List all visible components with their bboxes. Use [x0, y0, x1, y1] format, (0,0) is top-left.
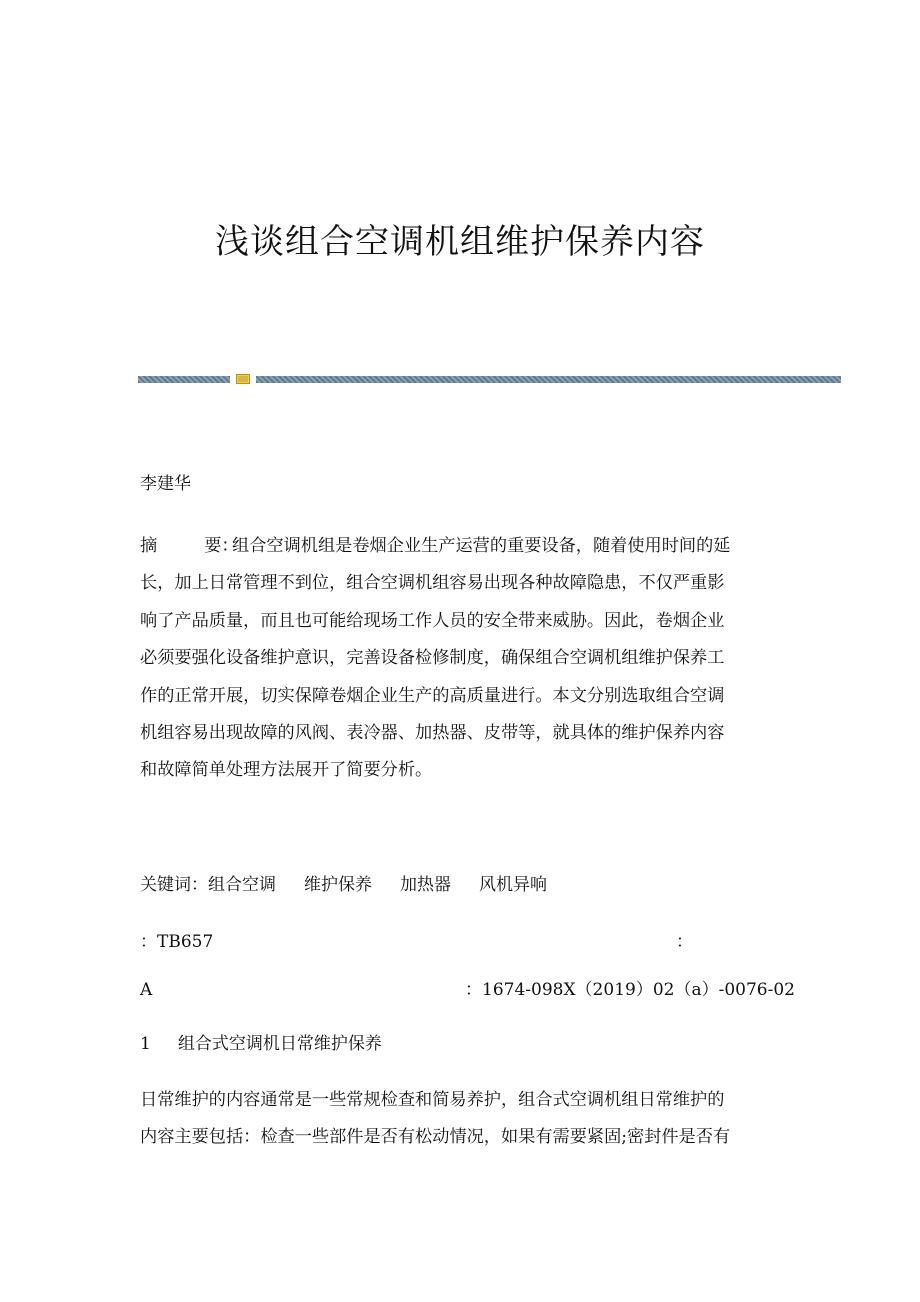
paragraph-line: 内容主要包括：检查一些部件是否有松动情况，如果有需要紧固;密封件是否有 [140, 1127, 731, 1148]
abstract-label [140, 528, 239, 565]
abstract-line: 机组容易出现故障的风阀、表冷器、加热器、皮带等，就具体的维护保养内容 [140, 722, 725, 743]
section-number: 1 [140, 1034, 151, 1054]
clc-number: ：TB657 [140, 932, 214, 952]
abstract-text: 组合空调机组是卷烟企业生产运营的重要设备，随着使用时间的延 [232, 536, 731, 556]
abstract-line [140, 528, 780, 565]
section-heading [140, 1033, 382, 1055]
abstract-line: 响了产品质量，而且也可能给现场工作人员的安全带来威胁。因此，卷烟企业 [140, 610, 725, 631]
abstract-label-first: 摘 [140, 536, 158, 556]
abstract-label-second: 要： [204, 536, 239, 556]
book-ornament-icon [236, 373, 250, 385]
abstract-line: 长，加上日常管理不到位，组合空调机组容易出现各种故障隐患，不仅严重影 [140, 573, 725, 594]
section-paragraph [140, 1082, 780, 1157]
paragraph-line: 日常维护的内容通常是一些常规检查和简易养护，组合式空调机组日常维护的 [140, 1090, 725, 1110]
keyword: 维护保养 [304, 875, 372, 895]
document-code: A [140, 980, 153, 1000]
page-title: 浅谈组合空调机组维护保养内容 [215, 222, 705, 262]
keyword: 加热器 [400, 875, 451, 895]
article-number: ：1674-098X（2019）02（a）-0076-02 [465, 980, 795, 1000]
author-name: 李建华 [140, 474, 191, 494]
keywords-label: 关键词： [140, 875, 208, 895]
keyword: 风机异响 [479, 875, 547, 895]
divider-bar-right [256, 376, 841, 383]
abstract-line: 和故障简单处理方法展开了简要分析。 [140, 760, 433, 781]
abstract-line: 作的正常开展，切实保障卷烟企业生产的高质量进行。本文分别选取组合空调 [140, 685, 725, 706]
title-divider [138, 373, 841, 385]
divider-bar-left [138, 376, 230, 383]
section-title: 组合式空调机日常维护保养 [177, 1034, 382, 1054]
abstract-line: 必须要强化设备维护意识，完善设备检修制度，确保组合空调机组维护保养工 [140, 648, 725, 669]
clc-right-colon: ： [676, 932, 693, 952]
keywords [140, 874, 547, 896]
abstract [140, 528, 780, 790]
keyword: 组合空调 [208, 875, 276, 895]
